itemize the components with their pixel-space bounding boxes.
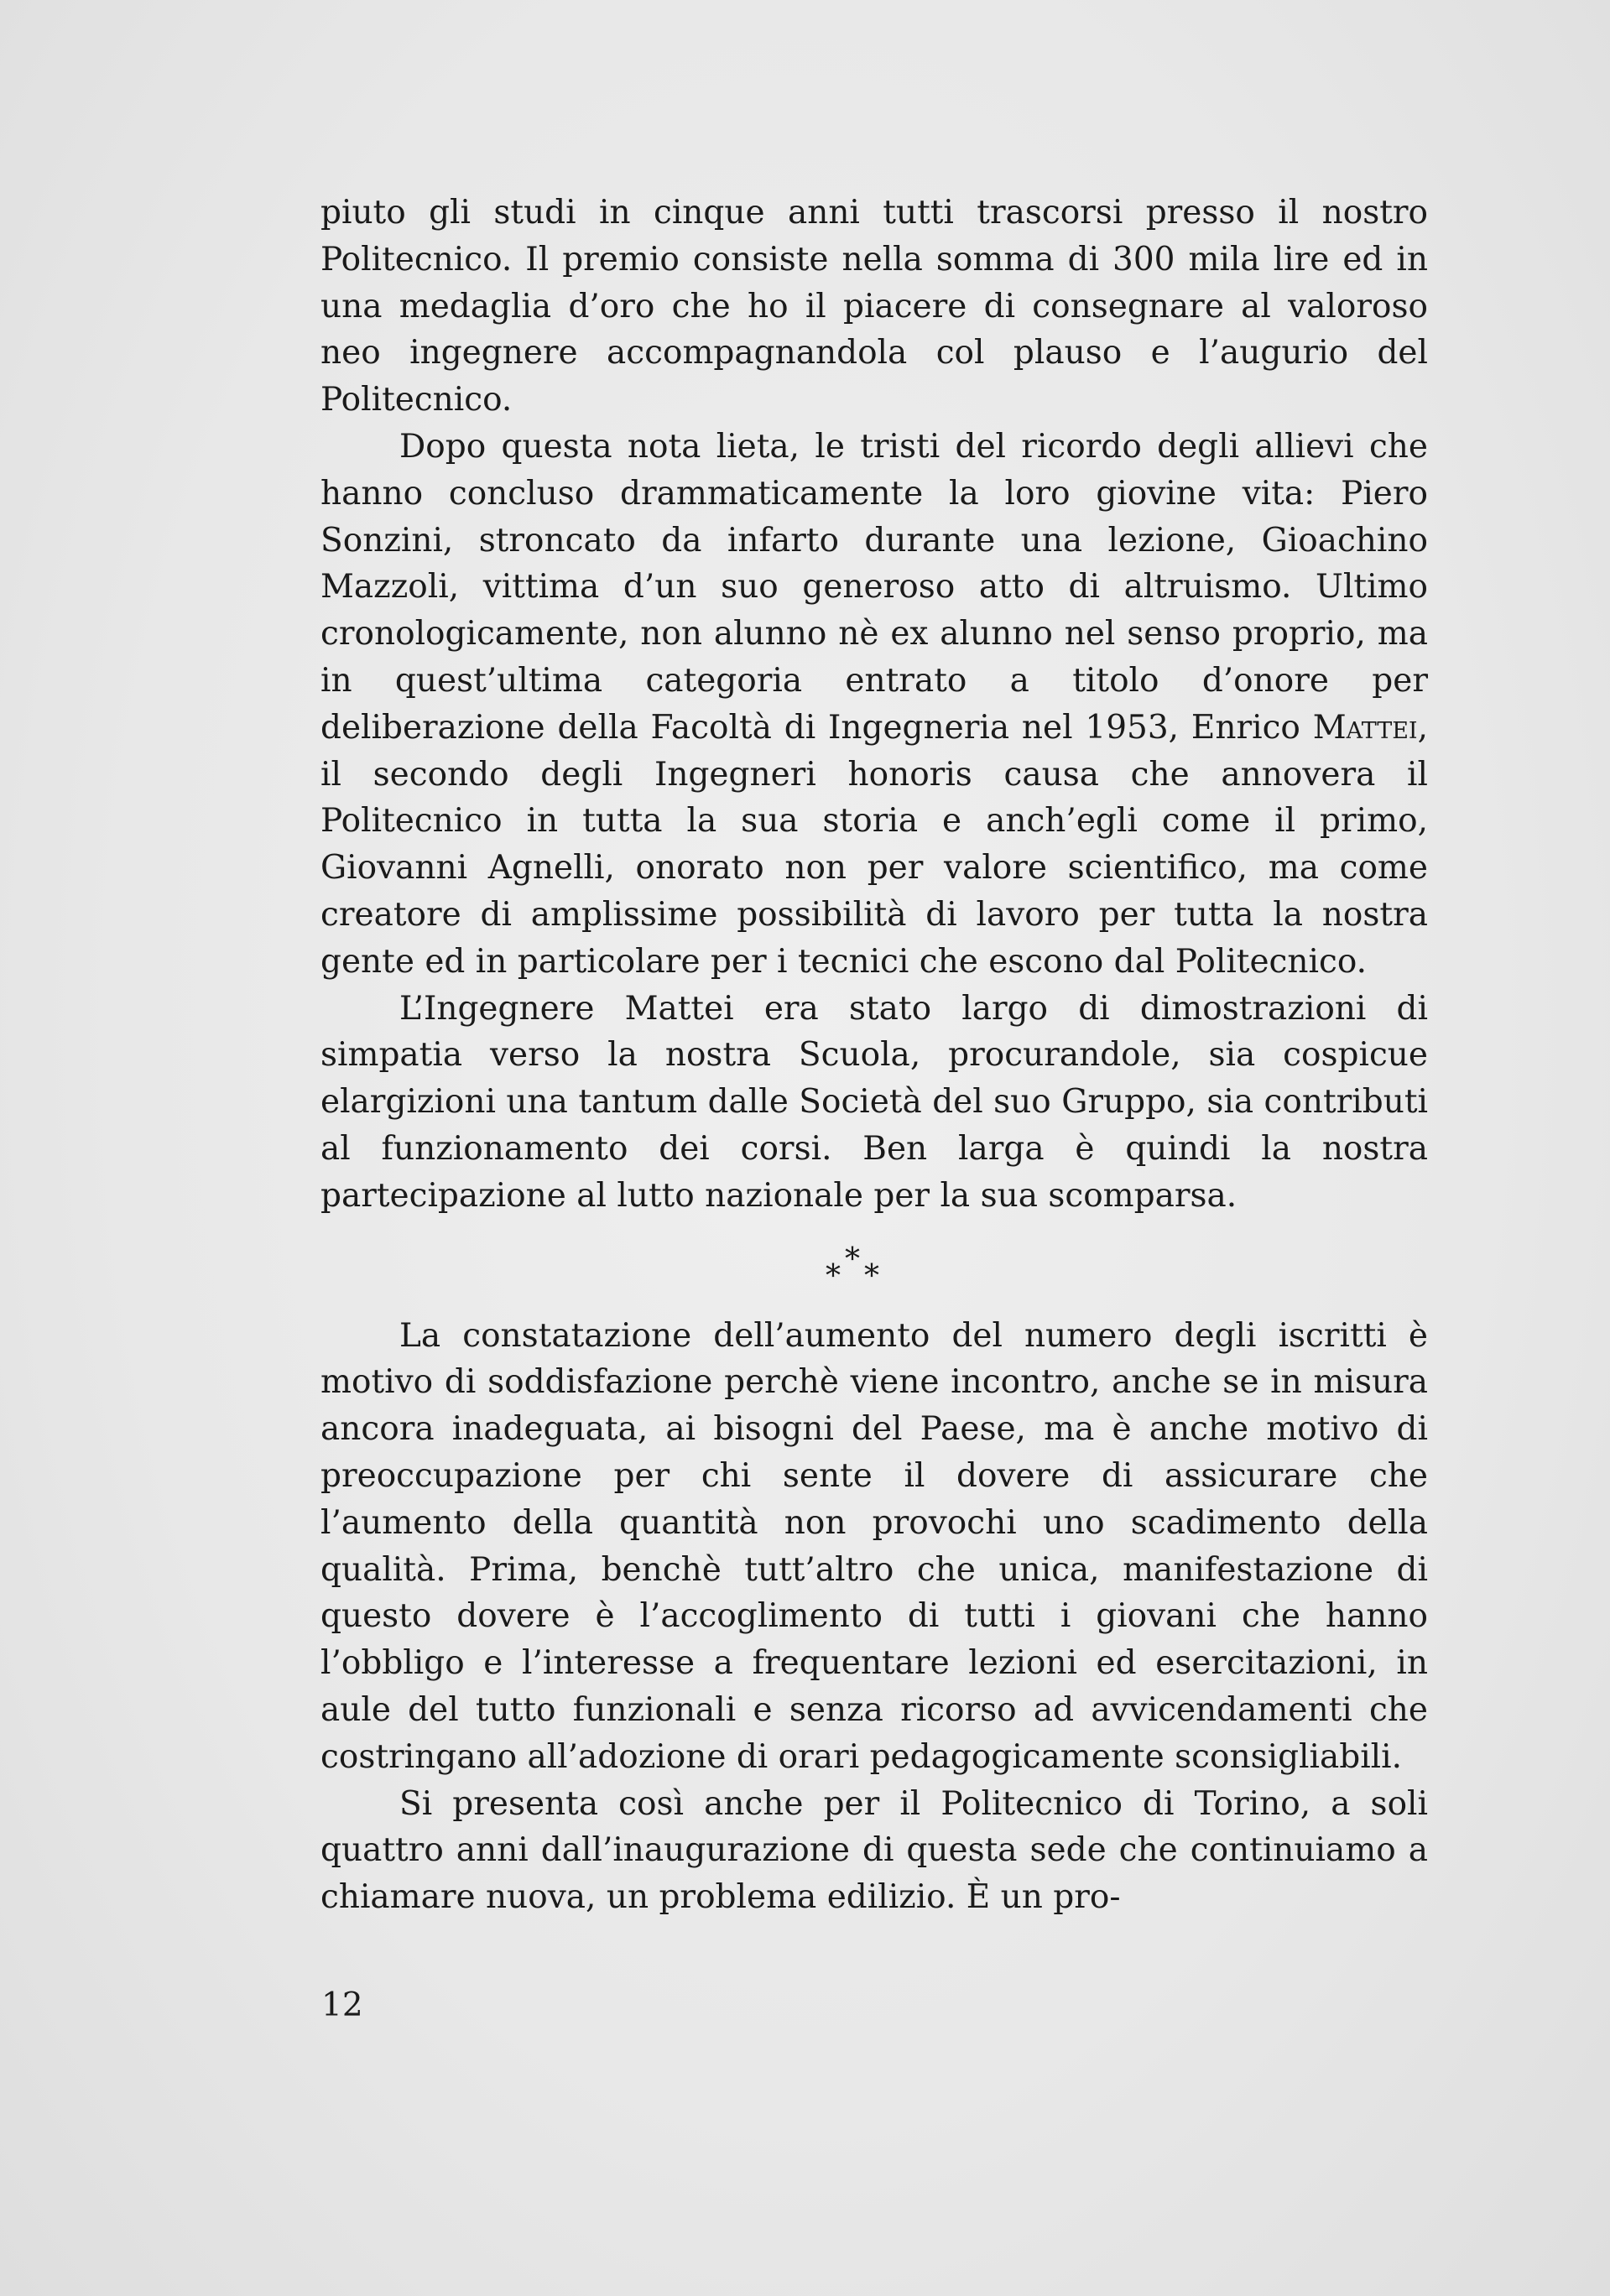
- paragraph-1-text: piuto gli studi in cinque anni tutti trascorsi presso il nostro Politecnico. Il premio consiste nella somma di 300 mila lire ed in una medaglia d’oro che ho il piacere di consegnare al valoroso neo ingegnere accompagnandola col plauso e l’augurio del Politecnico.: [320, 194, 1428, 419]
- paragraph-2-text-after: , il secondo degli Ingegneri honoris causa che annovera il Politecnico in tutta la sua storia e anch’egli come il primo, Giovanni Agnelli, onorato non per valore scientifico, ma come creatore di amplissime possibilità di lavoro per tutta la nostra gente ed in particolare per i tecnici che escono dal Politecnico.: [320, 708, 1428, 981]
- paragraph-4: [320, 1313, 1428, 1781]
- page-number: 12: [321, 1986, 363, 2024]
- paragraph-3: [320, 986, 1428, 1220]
- section-break-asterism: [320, 1220, 1428, 1313]
- paragraph-2-text-before: Dopo questa nota lieta, le tristi del ricordo degli allievi che hanno concluso drammaticamente la loro giovine vita: Piero Sonzini, stroncato da infarto durante una lezione, Gioachino Mazzoli, vittima d’un suo generoso atto di altruismo. Ultimo cronologicamente, non alunno nè ex alunno nel senso proprio, ma in quest’ultima categoria entrato a titolo d’onore per deliberazione della Facoltà di Ingegneria nel 1953, Enrico: [320, 427, 1428, 747]
- paragraph-2: [320, 424, 1428, 986]
- paragraph-3-text: L’Ingegnere Mattei era stato largo di dimostrazioni di simpatia verso la nostra Scuola, procurandole, sia cospicue elargizioni una tantum dalle Società del suo Gruppo, sia contributi al funzionamento dei corsi. Ben larga è quindi la nostra partecipazione al lutto nazionale per la sua scomparsa.: [320, 989, 1428, 1215]
- paragraph-4-text: La constatazione dell’aumento del numero degli iscritti è motivo di soddisfazione perchè viene incontro, anche se in misura ancora inadeguata, ai bisogni del Paese, ma è anche motivo di preoccupazione per chi sente il dovere di assicurare che l’aumento della quantità non provochi uno scadimento della qualità. Prima, benchè tutt’altro che unica, manifestazione di questo dovere è l’accoglimento di tutti i giovani che hanno l’obbligo e l’interesse a frequentare lezioni ed esercitazioni, in aule del tutto funzionali e senza ricorso ad avvicendamenti che costringano all’adozione di orari pedagogicamente sconsigliabili.: [320, 1316, 1428, 1776]
- asterisk-top: *: [845, 1242, 860, 1277]
- paragraph-1: [320, 190, 1428, 424]
- asterisk-bottom-right: *: [864, 1258, 879, 1294]
- paragraph-5: [320, 1781, 1428, 1921]
- paragraph-5-text: Si presenta così anche per il Politecnico di Torino, a soli quattro anni dall’inaugurazione di questa sede che continuiamo a chiamare nuova, un problema edilizio. È un pro-: [320, 1784, 1428, 1917]
- asterisk-bottom-left: *: [826, 1258, 841, 1294]
- name-mattei-smallcaps: Mattei: [1312, 708, 1418, 747]
- body-text: [320, 190, 1428, 1921]
